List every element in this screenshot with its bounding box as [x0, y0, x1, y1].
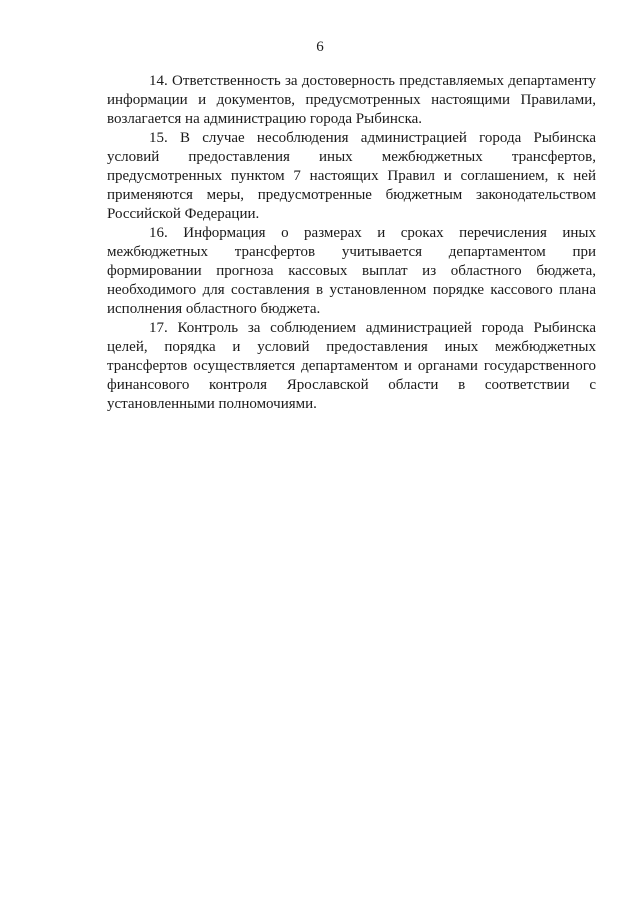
paragraph-16: 16. Информация о размерах и сроках перечисления иных межбюджетных трансфертов учитывается департаментом при формировании прогноза кассовых выплат из областного бюджета, необходимого для составления в установленном порядке кассового плана исполнения областного бюджета.: [107, 225, 596, 317]
paragraph-15: 15. В случае несоблюдения администрацией города Рыбинска условий предоставления иных межбюджетных трансфертов, предусмотренных пунктом 7 настоящих Правил и соглашением, к ней применяются меры, предусмотренные бюджетным законодательством Российской Федерации.: [107, 130, 596, 222]
page-number: 6: [316, 39, 324, 55]
paragraph-14: 14. Ответственность за достоверность представляемых департаменту информации и документов, предусмотренных настоящими Правилами, возлагается на администрацию города Рыбинска.: [107, 73, 596, 127]
document-body: [107, 72, 596, 414]
paragraph-17: 17. Контроль за соблюдением администрацией города Рыбинска целей, порядка и условий предоставления иных межбюджетных трансфертов осуществляется департаментом и органами государственного финансового контроля Ярославской области в соответствии с установленными полномочиями.: [107, 320, 596, 412]
